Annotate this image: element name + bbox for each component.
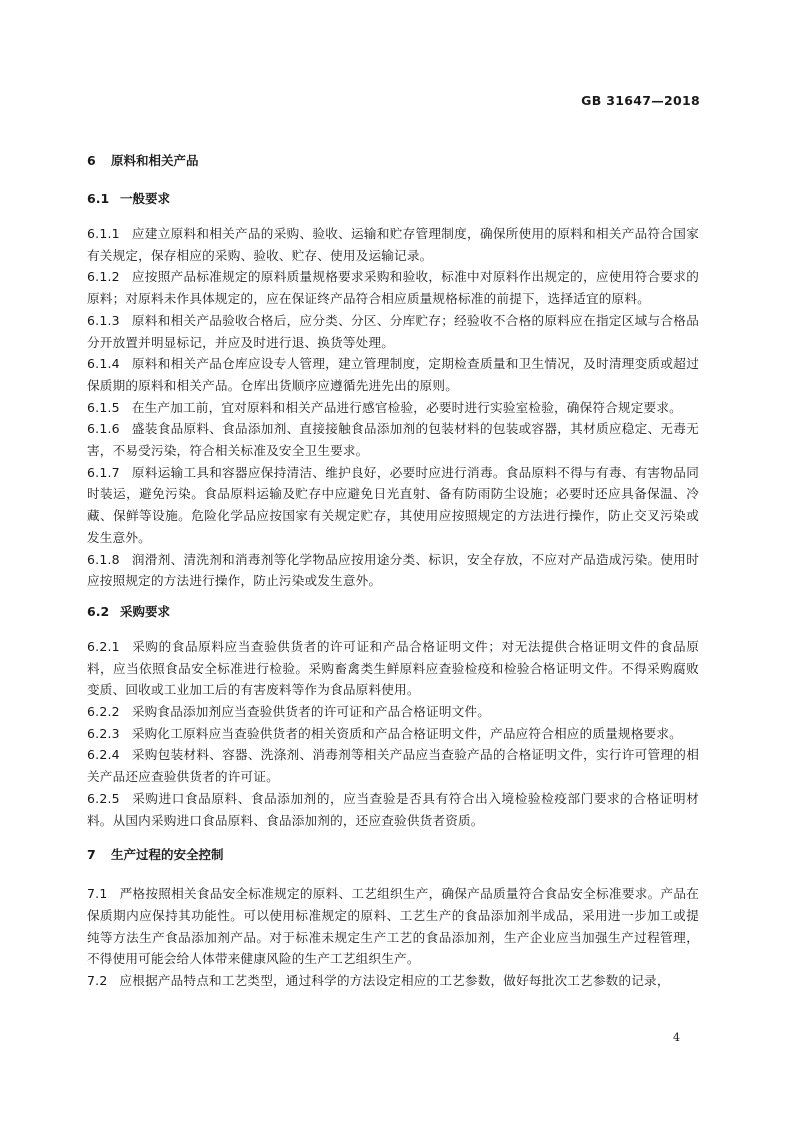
section-7-heading xyxy=(87,845,699,865)
clause-6-1-6 xyxy=(87,418,699,461)
clause-number: 7.2 xyxy=(87,973,108,989)
clause-number: 6.1.3 xyxy=(87,312,120,328)
section-6-1-heading xyxy=(87,189,699,209)
section-6-2-heading xyxy=(87,602,699,622)
section-number: 6 xyxy=(87,153,96,168)
clause-text: 盛装食品原料、食品添加剂、直接接触食品添加剂的包装材料的包装或容器，其材质应稳定、无毒无害，不易受污染，符合相关标准及安全卫生要求。 xyxy=(87,421,699,459)
clause-6-1-5 xyxy=(87,397,699,419)
clause-text: 原料和相关产品仓库应设专人管理，建立管理制度，定期检查质量和卫生情况，及时清理变质或超过保质期的原料和相关产品。仓库出货顺序应遵循先进先出的原则。 xyxy=(87,356,699,393)
clause-text: 采购的食品原料应当查验供货者的许可证和产品合格证明文件；对无法提供合格证明文件的食品原料，应当依照食品安全标准进行检验。采购畜禽类生鲜原料应查验检疫和检验合格证明文件。不得采购腐败变质、回收或工业加工后的有害废料等作为食品原料使用。 xyxy=(87,638,699,698)
clause-6-1-3 xyxy=(87,310,699,353)
clause-number: 6.1.2 xyxy=(87,269,120,285)
section-number: 6.2 xyxy=(87,603,110,619)
clause-number: 6.1.1 xyxy=(87,226,120,241)
section-title: 原料和相关产品 xyxy=(111,153,199,168)
clause-number: 6.1.7 xyxy=(87,464,120,480)
clause-text: 润滑剂、清洗剂和消毒剂等化学物品应按用途分类、标识，安全存放，不应对产品造成污染。使用时应按照规定的方法进行操作，防止污染或发生意外。 xyxy=(87,551,699,589)
clause-6-2-2 xyxy=(87,701,699,723)
clause-text: 在生产加工前，宜对原料和相关产品进行感官检验，必要时进行实验室检验，确保符合规定要求。 xyxy=(131,399,682,415)
clause-text: 严格按照相关食品安全标准规定的原料、工艺组织生产，确保产品质量符合食品安全标准要求。产品在保质期内应保持其功能性。可以使用标准规定的原料、工艺生产的食品添加剂半成品，采用进一步加工或提纯等方法生产食品添加剂产品。对于标准未规定生产工艺的食品添加剂，生产企业应当加强生产过程管理，不得使用可能会给人体带来健康风险的生产工艺组织生产。 xyxy=(87,886,699,967)
clause-text: 应建立原料和相关产品的采购、验收、运输和贮存管理制度，确保所使用的原料和相关产品符合国家有关规定，保存相应的采购、验收、贮存、使用及运输记录。 xyxy=(87,226,699,263)
section-title: 一般要求 xyxy=(120,191,171,206)
clause-text: 采购包装材料、容器、洗涤剂、消毒剂等相关产品应当查验产品的合格证明文件，实行许可管理的相关产品还应查验供货者的许可证。 xyxy=(87,747,699,785)
section-title: 生产过程的安全控制 xyxy=(111,847,224,863)
clause-number: 6.2.1 xyxy=(87,638,120,654)
clause-number: 6.1.8 xyxy=(87,551,120,567)
section-number: 7 xyxy=(87,847,96,863)
clause-6-1-1 xyxy=(87,223,699,266)
section-title: 采购要求 xyxy=(120,603,171,619)
section-number: 6.1 xyxy=(87,191,110,206)
clause-6-2-1 xyxy=(87,636,699,701)
page-number: 4 xyxy=(673,1031,680,1044)
clause-number: 6.2.3 xyxy=(87,725,120,741)
clause-6-2-3 xyxy=(87,723,699,745)
clause-text: 应按照产品标准规定的原料质量规格要求采购和验收，标准中对原料作出规定的，应使用符合要求的原料；对原料未作具体规定的，应在保证终产品符合相应质量规格标准的前提下，选择适宜的原料。 xyxy=(87,269,699,307)
clause-number: 7.1 xyxy=(87,886,108,902)
clause-number: 6.1.4 xyxy=(87,356,120,372)
section-6-heading xyxy=(87,151,699,171)
clause-text: 原料运输工具和容器应保持清洁、维护良好，必要时应进行消毒。食品原料不得与有毒、有害物品同时装运，避免污染。食品原料运输及贮存中应避免日光直射、备有防雨防尘设施；必要时还应具备保温、冷藏、保鲜等设施。危险化学品应按国家有关规定贮存，其使用应按照规定的方法进行操作，防止交叉污染或发生意外。 xyxy=(87,464,699,545)
clause-7-1 xyxy=(87,883,699,970)
clause-6-1-8 xyxy=(87,549,699,592)
clause-6-1-7 xyxy=(87,462,699,549)
clause-text: 采购进口食品原料、食品添加剂的，应当查验是否具有符合出入境检验检疫部门要求的合格证明材料。从国内采购进口食品原料、食品添加剂的，还应查验供货者资质。 xyxy=(87,790,699,828)
clause-number: 6.2.5 xyxy=(87,790,120,806)
clause-7-2 xyxy=(87,970,699,992)
clause-text: 采购食品添加剂应当查验供货者的许可证和产品合格证明文件。 xyxy=(131,704,491,720)
clause-text: 原料和相关产品验收合格后，应分类、分区、分库贮存；经验收不合格的原料应在指定区域与合格品分开放置并明显标记，并应及时进行退、换货等处理。 xyxy=(87,312,699,350)
clause-number: 6.2.4 xyxy=(87,747,120,763)
standard-code: GB 31647—2018 xyxy=(581,93,700,108)
clause-number: 6.1.6 xyxy=(87,421,120,437)
clause-text: 应根据产品特点和工艺类型，通过科学的方法设定相应的工艺参数，做好每批次工艺参数的记录， xyxy=(119,973,670,989)
clause-6-1-2 xyxy=(87,266,699,309)
page-content xyxy=(87,147,699,992)
clause-6-1-4 xyxy=(87,353,699,396)
clause-text: 采购化工原料应当查验供货者的相关资质和产品合格证明文件，产品应符合相应的质量规格要求。 xyxy=(131,725,682,741)
clause-6-2-4 xyxy=(87,744,699,787)
clause-number: 6.2.2 xyxy=(87,704,120,720)
clause-6-2-5 xyxy=(87,788,699,831)
clause-number: 6.1.5 xyxy=(87,399,120,415)
